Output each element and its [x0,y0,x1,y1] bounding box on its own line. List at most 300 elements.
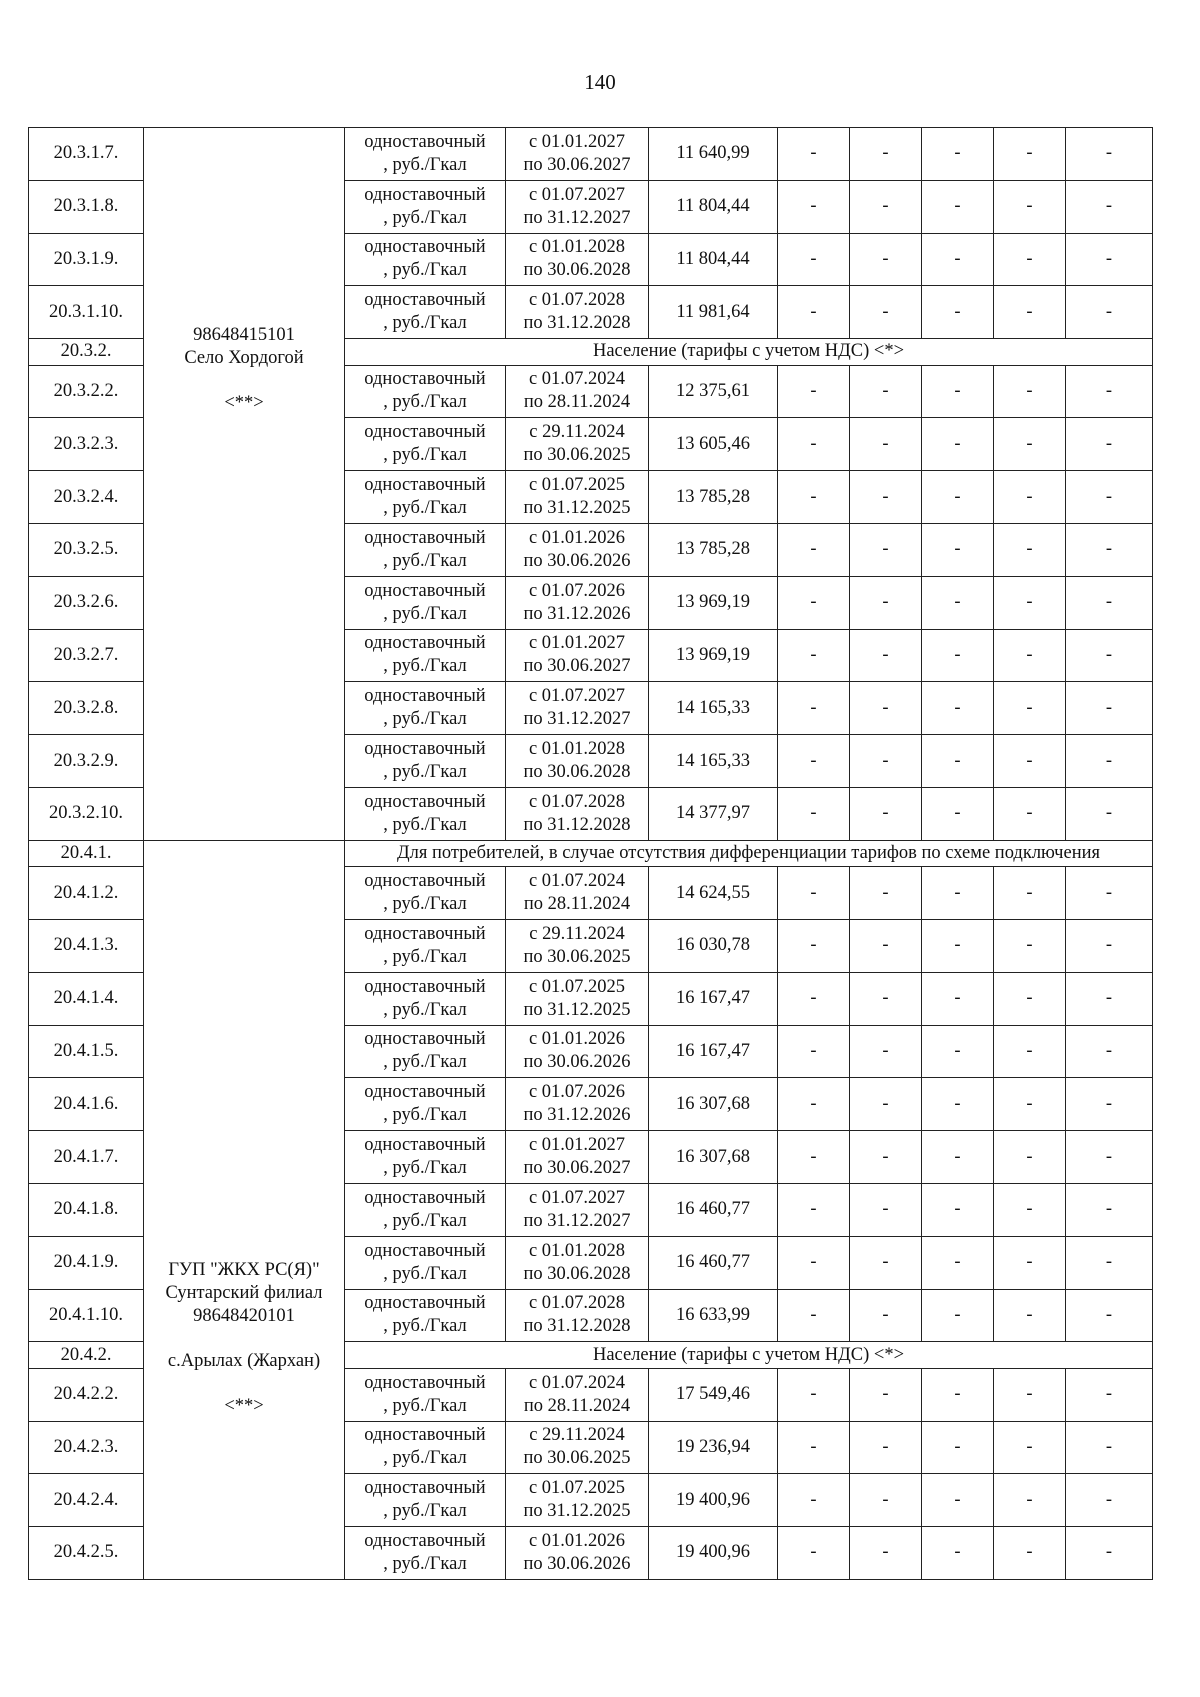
row-number: 20.4.2.3. [29,1421,144,1474]
supplier-code: 98648420101 [193,1305,295,1326]
empty-value-cell: - [850,867,922,920]
rate-type-line1: одноставочный [364,923,486,944]
empty-value-cell: - [922,629,994,682]
rate-type-line2: , руб./Гкал [383,1052,467,1073]
rate-type-line1: одноставочный [364,184,486,205]
period-to: по 31.12.2026 [523,1105,631,1126]
period [506,1183,649,1236]
empty-value-cell: - [994,1183,1066,1236]
supplier-note: <**> [224,1395,264,1416]
empty-value-cell: - [778,867,850,920]
rate-type-line2: , руб./Гкал [383,946,467,967]
period [506,682,649,735]
spacer [147,1328,341,1350]
rate-type-line2: , руб./Гкал [383,550,467,571]
empty-value-cell: - [922,576,994,629]
rate-type-line2: , руб./Гкал [383,1158,467,1179]
empty-value-cell: - [850,128,922,181]
supplier-cell [144,840,345,1579]
rate-type-line1: одноставочный [364,237,486,258]
tariff-table-body [29,128,1153,1580]
rate-type-line1: одноставочный [364,422,486,443]
empty-value-cell: - [994,365,1066,418]
period-from: с 01.01.2026 [528,1530,626,1551]
period [506,471,649,524]
empty-value-cell: - [1066,629,1153,682]
empty-value-cell: - [994,128,1066,181]
period [506,1131,649,1184]
empty-value-cell: - [994,180,1066,233]
period [506,867,649,920]
tariff-value: 11 640,99 [649,128,778,181]
rate-type [345,787,506,840]
empty-value-cell: - [778,735,850,788]
empty-value-cell: - [922,1421,994,1474]
row-number: 20.4.1.6. [29,1078,144,1131]
empty-value-cell: - [922,1527,994,1580]
period-to: по 30.06.2026 [523,1553,631,1574]
rate-type [345,682,506,735]
empty-value-cell: - [1066,1368,1153,1421]
period-to: по 30.06.2027 [523,656,631,677]
rate-type [345,1527,506,1580]
empty-value-cell: - [994,1289,1066,1342]
period [506,1368,649,1421]
period-to: по 31.12.2028 [523,313,631,334]
empty-value-cell: - [994,1131,1066,1184]
period-from: с 01.01.2026 [528,1029,626,1050]
tariff-value: 13 785,28 [649,523,778,576]
empty-value-cell: - [778,180,850,233]
empty-value-cell: - [778,233,850,286]
rate-type [345,1474,506,1527]
empty-value-cell: - [1066,1527,1153,1580]
rate-type [345,128,506,181]
period-from: с 01.07.2027 [528,686,626,707]
supplier-org: ГУП "ЖКХ РС(Я)" [168,1259,320,1280]
period [506,128,649,181]
empty-value-cell: - [778,919,850,972]
rate-type [345,1183,506,1236]
empty-value-cell: - [778,1527,850,1580]
period-from: с 01.07.2025 [528,1478,626,1499]
row-number: 20.4.1.5. [29,1025,144,1078]
tariff-value: 14 624,55 [649,867,778,920]
period-from: с 01.07.2027 [528,1187,626,1208]
empty-value-cell: - [1066,286,1153,339]
period-from: с 01.07.2027 [528,184,626,205]
empty-value-cell: - [922,682,994,735]
empty-value-cell: - [922,1289,994,1342]
empty-value-cell: - [1066,1421,1153,1474]
empty-value-cell: - [1066,180,1153,233]
period [506,1527,649,1580]
period-from: с 01.01.2027 [528,131,626,152]
empty-value-cell: - [850,682,922,735]
empty-value-cell: - [850,1183,922,1236]
rate-type-line2: , руб./Гкал [383,1316,467,1337]
row-number: 20.4.1. [29,840,144,866]
tariff-value: 17 549,46 [649,1368,778,1421]
rate-type [345,1368,506,1421]
empty-value-cell: - [850,1474,922,1527]
period [506,1236,649,1289]
rate-type-line1: одноставочный [364,1240,486,1261]
rate-type-line1: одноставочный [364,1029,486,1050]
row-number: 20.4.2.4. [29,1474,144,1527]
empty-value-cell: - [1066,972,1153,1025]
empty-value-cell: - [1066,1474,1153,1527]
rate-type-line1: одноставочный [364,1082,486,1103]
rate-type [345,867,506,920]
table-row [29,128,1153,181]
empty-value-cell: - [1066,418,1153,471]
section-header: Население (тарифы с учетом НДС) <*> [345,339,1153,365]
tariff-value: 11 804,44 [649,180,778,233]
rate-type-line2: , руб./Гкал [383,814,467,835]
rate-type-line1: одноставочный [364,369,486,390]
period [506,1078,649,1131]
empty-value-cell: - [994,787,1066,840]
empty-value-cell: - [850,919,922,972]
period-from: с 29.11.2024 [529,1425,625,1446]
rate-type [345,972,506,1025]
empty-value-cell: - [922,128,994,181]
rate-type [345,1421,506,1474]
empty-value-cell: - [1066,867,1153,920]
empty-value-cell: - [850,1078,922,1131]
empty-value-cell: - [1066,919,1153,972]
empty-value-cell: - [850,1289,922,1342]
empty-value-cell: - [1066,1131,1153,1184]
empty-value-cell: - [994,1078,1066,1131]
empty-value-cell: - [994,1527,1066,1580]
rate-type-line1: одноставочный [364,1530,486,1551]
row-number: 20.3.2.10. [29,787,144,840]
period [506,576,649,629]
period-to: по 31.12.2025 [523,498,631,519]
period-from: с 01.01.2027 [528,633,626,654]
period-to: по 30.06.2028 [523,260,631,281]
rate-type-line2: , руб./Гкал [383,656,467,677]
period-from: с 01.07.2028 [528,290,626,311]
row-number: 20.3.2.9. [29,735,144,788]
section-header: Для потребителей, в случае отсутствия дифференциации тарифов по схеме подключения [345,840,1153,866]
period-from: с 01.01.2027 [528,1135,626,1156]
supplier-branch: Сунтарский филиал [165,1282,323,1303]
empty-value-cell: - [1066,787,1153,840]
period-to: по 31.12.2025 [523,1501,631,1522]
empty-value-cell: - [1066,735,1153,788]
rate-type-line2: , руб./Гкал [383,260,467,281]
tariff-value: 14 165,33 [649,735,778,788]
rate-type [345,1025,506,1078]
row-number: 20.4.1.2. [29,867,144,920]
empty-value-cell: - [850,1368,922,1421]
period-to: по 30.06.2026 [523,550,631,571]
period [506,735,649,788]
empty-value-cell: - [778,1078,850,1131]
period-from: с 01.07.2028 [528,1293,626,1314]
rate-type-line2: , руб./Гкал [383,207,467,228]
tariff-value: 16 633,99 [649,1289,778,1342]
empty-value-cell: - [778,418,850,471]
rate-type [345,735,506,788]
empty-value-cell: - [778,787,850,840]
period-to: по 30.06.2025 [523,445,631,466]
empty-value-cell: - [850,418,922,471]
empty-value-cell: - [994,1025,1066,1078]
rate-type-line1: одноставочный [364,739,486,760]
tariff-value: 13 969,19 [649,629,778,682]
rate-type [345,1131,506,1184]
period-to: по 31.12.2027 [523,709,631,730]
empty-value-cell: - [850,1025,922,1078]
empty-value-cell: - [994,471,1066,524]
empty-value-cell: - [1066,682,1153,735]
rate-type-line1: одноставочный [364,976,486,997]
period-to: по 31.12.2027 [523,207,631,228]
period [506,523,649,576]
supplier-code: 98648415101 [193,325,295,345]
period-to: по 30.06.2027 [523,1158,631,1179]
rate-type-line2: , руб./Гкал [383,1553,467,1574]
empty-value-cell: - [922,972,994,1025]
empty-value-cell: - [922,1474,994,1527]
empty-value-cell: - [922,180,994,233]
empty-value-cell: - [1066,365,1153,418]
rate-type-line1: одноставочный [364,475,486,496]
period [506,1025,649,1078]
period-to: по 31.12.2027 [523,1210,631,1231]
rate-type-line2: , руб./Гкал [383,1210,467,1231]
period-from: с 29.11.2024 [529,422,625,443]
empty-value-cell: - [1066,1289,1153,1342]
rate-type-line1: одноставочный [364,871,486,892]
empty-value-cell: - [850,972,922,1025]
row-number: 20.3.2.8. [29,682,144,735]
row-number: 20.3.2. [29,339,144,365]
empty-value-cell: - [922,1025,994,1078]
period-to: по 31.12.2028 [523,1316,631,1337]
empty-value-cell: - [994,233,1066,286]
tariff-value: 16 307,68 [649,1131,778,1184]
period-to: по 30.06.2028 [523,762,631,783]
empty-value-cell: - [850,735,922,788]
row-number: 20.4.1.4. [29,972,144,1025]
empty-value-cell: - [778,286,850,339]
empty-value-cell: - [922,919,994,972]
period [506,365,649,418]
rate-type [345,233,506,286]
rate-type-line1: одноставочный [364,791,486,812]
empty-value-cell: - [994,1474,1066,1527]
period-from: с 01.07.2026 [528,1082,626,1103]
empty-value-cell: - [1066,576,1153,629]
period-from: с 01.07.2025 [528,475,626,496]
rate-type [345,576,506,629]
rate-type-line1: одноставочный [364,633,486,654]
rate-type-line2: , руб./Гкал [383,445,467,466]
period-from: с 01.01.2028 [528,237,626,258]
rate-type-line2: , руб./Гкал [383,498,467,519]
rate-type-line2: , руб./Гкал [383,1448,467,1469]
empty-value-cell: - [994,1368,1066,1421]
rate-type-line1: одноставочный [364,131,486,152]
period-from: с 01.07.2026 [528,580,626,601]
rate-type-line1: одноставочный [364,1187,486,1208]
empty-value-cell: - [922,1236,994,1289]
empty-value-cell: - [778,1236,850,1289]
rate-type [345,180,506,233]
period-from: с 01.01.2028 [528,1240,626,1261]
period [506,233,649,286]
rate-type [345,919,506,972]
rate-type-line2: , руб./Гкал [383,999,467,1020]
period [506,919,649,972]
period-to: по 31.12.2028 [523,814,631,835]
supplier-place: Село Хордогой [184,348,304,368]
row-number: 20.4.1.8. [29,1183,144,1236]
row-number: 20.3.2.4. [29,471,144,524]
empty-value-cell: - [922,1131,994,1184]
rate-type-line2: , руб./Гкал [383,1105,467,1126]
rate-type-line1: одноставочный [364,1478,486,1499]
row-number: 20.3.2.2. [29,365,144,418]
rate-type-line2: , руб./Гкал [383,1395,467,1416]
empty-value-cell: - [994,629,1066,682]
empty-value-cell: - [778,128,850,181]
empty-value-cell: - [1066,1078,1153,1131]
empty-value-cell: - [850,523,922,576]
tariff-value: 16 460,77 [649,1183,778,1236]
rate-type [345,471,506,524]
empty-value-cell: - [922,471,994,524]
empty-value-cell: - [850,471,922,524]
period-to: по 30.06.2025 [523,946,631,967]
empty-value-cell: - [994,735,1066,788]
tariff-value: 19 236,94 [649,1421,778,1474]
period [506,418,649,471]
period-from: с 01.07.2024 [528,369,626,390]
rate-type [345,629,506,682]
empty-value-cell: - [994,576,1066,629]
empty-value-cell: - [994,867,1066,920]
rate-type [345,1078,506,1131]
empty-value-cell: - [778,629,850,682]
rate-type-line2: , руб./Гкал [383,1501,467,1522]
empty-value-cell: - [994,919,1066,972]
empty-value-cell: - [1066,1183,1153,1236]
rate-type-line1: одноставочный [364,1372,486,1393]
rate-type [345,365,506,418]
empty-value-cell: - [778,1421,850,1474]
period-to: по 30.06.2028 [523,1263,631,1284]
empty-value-cell: - [922,735,994,788]
empty-value-cell: - [994,1236,1066,1289]
empty-value-cell: - [850,1527,922,1580]
rate-type-line2: , руб./Гкал [383,894,467,915]
row-number: 20.3.1.9. [29,233,144,286]
empty-value-cell: - [778,1474,850,1527]
rate-type-line2: , руб./Гкал [383,603,467,624]
empty-value-cell: - [778,1368,850,1421]
empty-value-cell: - [850,787,922,840]
supplier-cell [144,128,345,841]
rate-type-line2: , руб./Гкал [383,154,467,175]
rate-type-line1: одноставочный [364,686,486,707]
supplier-place: с.Арылах (Жархан) [167,1350,321,1371]
tariff-value: 16 460,77 [649,1236,778,1289]
period [506,787,649,840]
rate-type [345,1289,506,1342]
tariff-value: 19 400,96 [649,1527,778,1580]
empty-value-cell: - [994,286,1066,339]
rate-type-line1: одноставочный [364,1293,486,1314]
tariff-value: 16 167,47 [649,1025,778,1078]
row-number: 20.4.1.10. [29,1289,144,1342]
period-to: по 30.06.2027 [523,154,631,175]
row-number: 20.3.1.10. [29,286,144,339]
empty-value-cell: - [922,523,994,576]
tariff-value: 14 165,33 [649,682,778,735]
page-number: 140 [584,70,616,94]
row-number: 20.3.2.5. [29,523,144,576]
row-number: 20.3.1.8. [29,180,144,233]
period-to: по 31.12.2025 [523,999,631,1020]
empty-value-cell: - [850,576,922,629]
row-number: 20.4.2.2. [29,1368,144,1421]
empty-value-cell: - [778,682,850,735]
period-from: с 01.07.2025 [528,976,626,997]
rate-type-line1: одноставочный [364,527,486,548]
rate-type-line1: одноставочный [364,290,486,311]
empty-value-cell: - [994,682,1066,735]
empty-value-cell: - [1066,471,1153,524]
empty-value-cell: - [778,576,850,629]
tariff-value: 11 804,44 [649,233,778,286]
row-number: 20.3.2.7. [29,629,144,682]
empty-value-cell: - [922,1368,994,1421]
tariff-value: 14 377,97 [649,787,778,840]
empty-value-cell: - [850,629,922,682]
empty-value-cell: - [850,365,922,418]
empty-value-cell: - [850,233,922,286]
rate-type-line1: одноставочный [364,1135,486,1156]
empty-value-cell: - [1066,128,1153,181]
period-to: по 30.06.2025 [523,1448,631,1469]
empty-value-cell: - [994,972,1066,1025]
empty-value-cell: - [850,286,922,339]
empty-value-cell: - [850,1236,922,1289]
spacer [147,1373,341,1395]
empty-value-cell: - [778,1183,850,1236]
tariff-value: 13 605,46 [649,418,778,471]
empty-value-cell: - [778,1131,850,1184]
period-to: по 28.11.2024 [523,392,631,413]
period-to: по 31.12.2026 [523,603,631,624]
rate-type-line2: , руб./Гкал [383,1263,467,1284]
period-to: по 28.11.2024 [523,894,631,915]
rate-type [345,523,506,576]
empty-value-cell: - [922,867,994,920]
tariff-table [28,127,1153,1580]
period [506,1474,649,1527]
row-number: 20.3.2.3. [29,418,144,471]
row-number: 20.4.1.9. [29,1236,144,1289]
empty-value-cell: - [1066,233,1153,286]
empty-value-cell: - [850,1421,922,1474]
